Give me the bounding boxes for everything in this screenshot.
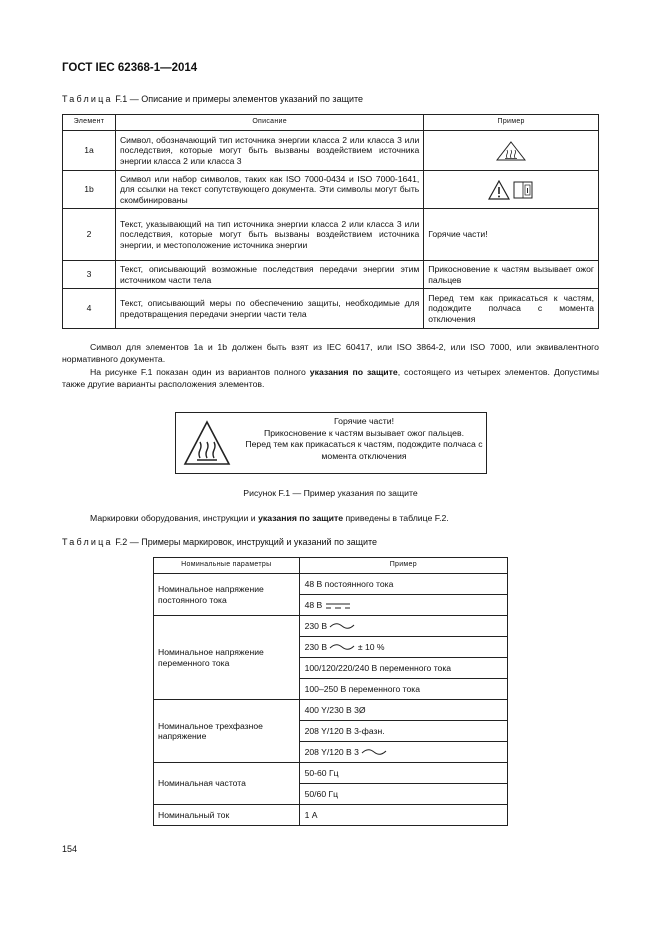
example-cell bbox=[299, 742, 507, 763]
table2 bbox=[153, 557, 508, 826]
table-row bbox=[154, 763, 508, 784]
direct-current-symbol-icon bbox=[325, 602, 351, 610]
description-cell: Символ, обозначающий тип источника энергии класса 2 или класса 3 или последствия, которые могут быть вызваны воздействием источника энергии класса 2 или класса 3 bbox=[115, 131, 423, 171]
example-cell: 1 А bbox=[299, 805, 507, 826]
example-cell bbox=[424, 131, 599, 171]
table-row bbox=[63, 171, 599, 209]
example-cell bbox=[424, 171, 599, 209]
example-cell: 48 В постоянного тока bbox=[299, 574, 507, 595]
alternating-current-symbol-icon bbox=[361, 747, 387, 757]
table1-caption-word: Таблица bbox=[62, 94, 113, 104]
hot-surface-warning-icon bbox=[496, 141, 526, 161]
table1-caption bbox=[62, 94, 363, 104]
example-cell bbox=[299, 595, 507, 616]
example-cell: 100/120/220/240 В переменного тока bbox=[299, 658, 507, 679]
paragraph-text: приведены в таблице F.2. bbox=[343, 513, 449, 523]
paragraph-text: , состоящего из четырех элементов. Допустимы также другие варианты расположения элементов. bbox=[62, 367, 599, 389]
example-cell: 50-60 Гц bbox=[299, 763, 507, 784]
figure-caption: Рисунок F.1 — Пример указания по защите bbox=[243, 488, 418, 498]
paragraph-bold-text: указания по защите bbox=[309, 367, 398, 377]
table-row bbox=[63, 209, 599, 261]
tolerance-text: ± 10 % bbox=[357, 641, 385, 652]
table1 bbox=[62, 114, 599, 329]
description-cell: Текст, указывающий на тип источника энергии класса 2 или класса 3 или последствия, которые могут быть вызваны воздействием источника энергии, и местоположение источника энергии bbox=[115, 209, 423, 261]
safeguard-instruction-figure bbox=[175, 412, 487, 474]
page-number: 154 bbox=[62, 844, 78, 854]
paragraph-figure-intro bbox=[62, 366, 599, 390]
element-cell: 2 bbox=[63, 209, 116, 261]
paragraph-text: Маркировки оборудования, инструкции и bbox=[90, 513, 259, 523]
table1-caption-text: F.1 — Описание и примеры элементов указаний по защите bbox=[115, 94, 364, 104]
element-cell: 4 bbox=[63, 289, 116, 329]
table-row bbox=[154, 574, 508, 595]
table2-caption bbox=[62, 537, 377, 547]
table1-header-row bbox=[63, 115, 599, 131]
table-row bbox=[154, 700, 508, 721]
table-row bbox=[63, 289, 599, 329]
example-cell: Перед тем как прикасаться к частям, подождите полчаса с момента отключения bbox=[424, 289, 599, 329]
example-text: 230 В bbox=[304, 641, 328, 652]
param-cell: Номинальная частота bbox=[154, 763, 300, 805]
paragraph-symbol-source: Символ для элементов 1a и 1b должен быть взят из IEC 60417, или ISO 3864-2, или ISO 7000, или эквивалентного нормативного документа. bbox=[62, 342, 599, 364]
figure-line-action: Перед тем как прикасаться к частям, подождите полчаса с момента отключения bbox=[245, 439, 483, 461]
example-cell bbox=[299, 637, 507, 658]
hot-surface-warning-icon bbox=[182, 419, 232, 469]
example-text: 230 В bbox=[304, 620, 328, 631]
general-warning-icon bbox=[488, 180, 510, 200]
table2-header-example: Пример bbox=[299, 558, 507, 574]
example-cell: 50/60 Гц bbox=[299, 784, 507, 805]
example-text: 208 Y/120 В 3 bbox=[304, 746, 359, 757]
example-text: 48 В bbox=[304, 599, 323, 610]
table2-header-param: Номинальные параметры bbox=[154, 558, 300, 574]
figure-line-consequence: Прикосновение к частям вызывает ожог пальцев. bbox=[263, 427, 465, 438]
example-cell: 208 Y/120 В 3-фазн. bbox=[299, 721, 507, 742]
param-cell: Номинальный ток bbox=[154, 805, 300, 826]
table2-header-row bbox=[154, 558, 508, 574]
refer-to-manual-icon bbox=[512, 180, 534, 200]
element-cell: 1a bbox=[63, 131, 116, 171]
table1-header-element: Элемент bbox=[63, 115, 116, 131]
description-cell: Текст, описывающий меры по обеспечению защиты, необходимые для предотвращения передачи энергии части тела bbox=[115, 289, 423, 329]
element-cell: 1b bbox=[63, 171, 116, 209]
paragraph-table-ref bbox=[62, 512, 599, 524]
description-cell: Текст, описывающий возможные последствия передачи энергии этим источником части тела bbox=[115, 261, 423, 289]
example-cell: 100–250 В переменного тока bbox=[299, 679, 507, 700]
table-row bbox=[154, 616, 508, 637]
param-cell: Номинальное трехфазное напряжение bbox=[154, 700, 300, 763]
table1-header-description: Описание bbox=[115, 115, 423, 131]
document-header: ГОСТ IEC 62368-1—2014 bbox=[62, 62, 198, 74]
alternating-current-symbol-icon bbox=[329, 642, 355, 652]
example-cell bbox=[299, 616, 507, 637]
table-row bbox=[154, 805, 508, 826]
table2-caption-word: Таблица bbox=[62, 537, 113, 547]
example-cell: Прикосновение к частям вызывает ожог пальцев bbox=[424, 261, 599, 289]
table2-caption-text: F.2 — Примеры маркировок, инструкций и указаний по защите bbox=[115, 537, 378, 547]
param-cell: Номинальное напряжение переменного тока bbox=[154, 616, 300, 700]
example-cell: 400 Y/230 В 3Ø bbox=[299, 700, 507, 721]
table1-header-example: Пример bbox=[424, 115, 599, 131]
param-cell: Номинальное напряжение постоянного тока bbox=[154, 574, 300, 616]
example-cell: Горячие части! bbox=[424, 209, 599, 261]
table-row bbox=[63, 131, 599, 171]
paragraph-bold-text: указания по защите bbox=[258, 513, 344, 523]
figure-line-hazard: Горячие части! bbox=[334, 416, 394, 426]
alternating-current-symbol-icon bbox=[329, 621, 355, 631]
table-row bbox=[63, 261, 599, 289]
paragraph-text: На рисунке F.1 показан один из вариантов полного bbox=[90, 367, 310, 377]
description-cell: Символ или набор символов, таких как ISO 7000-0434 и ISO 7000-1641, для ссылки на текст сопутствующего документа. Эти символы могут быть скомбинированы bbox=[115, 171, 423, 209]
figure-text bbox=[244, 416, 484, 462]
element-cell: 3 bbox=[63, 261, 116, 289]
